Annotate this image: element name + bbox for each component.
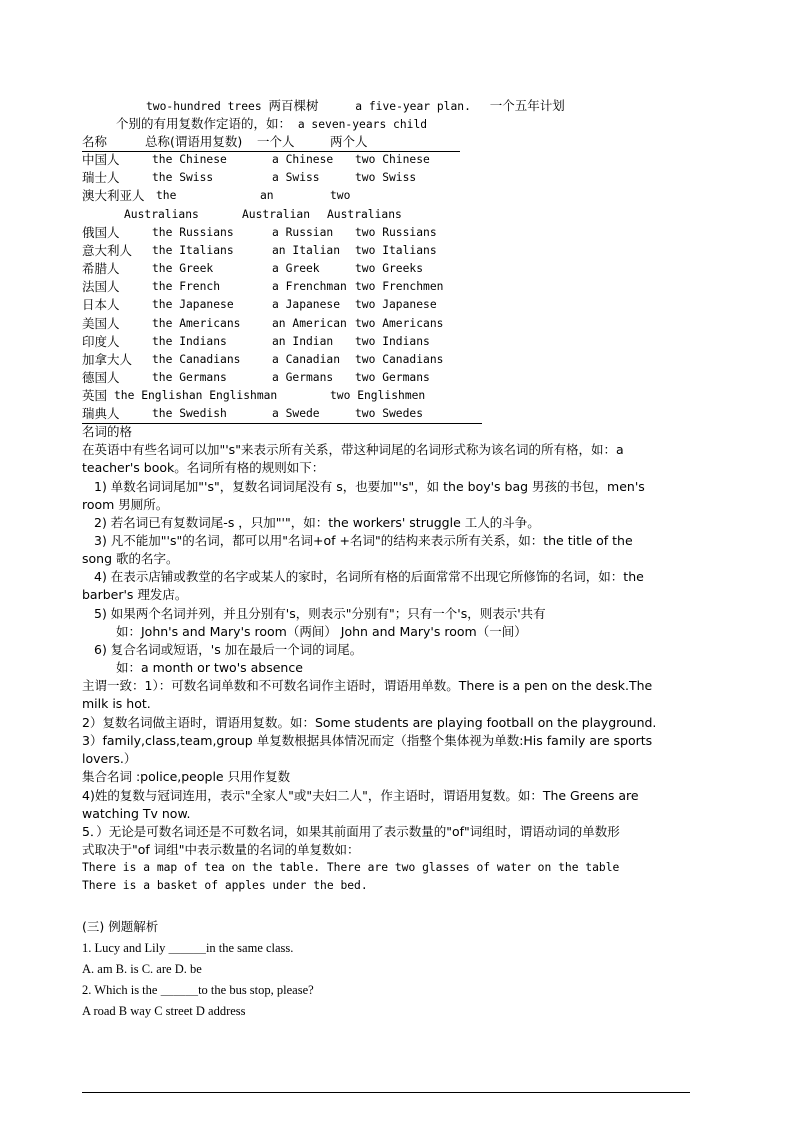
table-cell-name: 意大利人 (82, 243, 133, 258)
rule-1-line2: room 男厕所。 (82, 497, 169, 512)
rule-6-line1: 6) 复合名词或短语，'s 加在最后一个词的词尾。 (94, 642, 363, 657)
header-name: 名称 (82, 134, 108, 149)
table-cell-one: a Japanese (272, 298, 341, 311)
header-two: 两个人 (330, 134, 368, 149)
table-cell-collective: the Germans (152, 371, 227, 384)
table-cell-two: two Americans (355, 317, 444, 330)
table-cell-collective: the (156, 189, 177, 202)
table-cell-name: 瑞典人 (82, 406, 120, 421)
table-cell-one: a Canadian (272, 353, 341, 366)
footer-rule (82, 1092, 690, 1093)
table-cell-one: a Greek (272, 262, 320, 275)
table-cell-name: 美国人 (82, 316, 120, 331)
header-collective: 总称(谓语用复数) (145, 134, 243, 149)
table-cell-two: two Italians (355, 244, 437, 257)
possessive-heading: 名词的格 (82, 424, 133, 439)
intro-line-2-a: 个别的有用复数作定语的，如： (116, 116, 292, 131)
agreement-example-1: There is a map of tea on the table. There are two glasses of water on the table (82, 861, 620, 874)
table-cell-name: 俄国人 (82, 225, 120, 240)
possessive-p1-line2: teacher's book。名词所有格的规则如下： (82, 460, 325, 475)
agreement-2: 2）复数名词做主语时，谓语用复数。如：Some students are playing football on the playground. (82, 715, 657, 730)
table-cell-one: a Chinese (272, 153, 334, 166)
intro-line-2-b: a seven-years child (297, 118, 428, 131)
table-cell-two: two Germans (355, 371, 430, 384)
rule-1-line1: 1) 单数名词词尾加"'s"，复数名词词尾没有 s，也要加"'s"，如 the boy's bag 男孩的书包，men's (94, 479, 645, 494)
agreement-1-line2: milk is hot. (82, 696, 151, 711)
intro-line-1-d: 一个五年计划 (489, 98, 565, 113)
intro-line-1 (146, 97, 565, 115)
table-cell-two: Australians (327, 208, 402, 221)
table-cell-one: a Russian (272, 226, 334, 239)
table-cell-name: 日本人 (82, 297, 120, 312)
question-1: 1. Lucy and Lily ＿＿＿in the same class. (82, 941, 294, 955)
agreement-3-line1: 3）family,class,team,group 单复数根据具体情况而定（指整个集体视为单数:His family are sports (82, 733, 653, 748)
table-cell-one: Australian (242, 208, 311, 221)
table-cell-collective: the Greek (152, 262, 214, 275)
table-cell-two: two Chinese (355, 153, 430, 166)
table-cell-collective: the Englishan Englishman (114, 389, 278, 402)
rule-3-line1: 3) 凡不能加"'s"的名词，都可以用"名词+of +名词"的结构来表示所有关系，如：the title of the (94, 533, 633, 548)
table-cell-name: 加拿大人 (82, 352, 133, 367)
rule-4-line1: 4) 在表示店铺或教堂的名字或某人的家时，名词所有格的后面常常不出现它所修饰的名词，如：the (94, 569, 644, 584)
table-cell-name: 希腊人 (82, 261, 120, 276)
table-cell-name: 中国人 (82, 152, 120, 167)
rule-3-line2: song 歌的名字。 (82, 551, 179, 566)
rule-5-line2: 如：John's and Mary's room（两间） John and Mary's room（一间） (116, 624, 527, 639)
agreement-example-2: There is a basket of apples under the bed. (82, 879, 368, 892)
table-cell-one: an (260, 189, 274, 202)
table-cell-name: 印度人 (82, 334, 120, 349)
table-cell-two: two Japanese (355, 298, 437, 311)
table-cell-collective: the Chinese (152, 153, 227, 166)
table-cell-collective: the Swedish (152, 407, 227, 420)
table-cell-one: a Swede (272, 407, 320, 420)
table-cell-two: two Frenchmen (355, 280, 444, 293)
table-header-row (82, 133, 460, 152)
agreement-5-line2: watching Tv now. (82, 806, 191, 821)
examples-heading: (三) 例题解析 (82, 919, 159, 934)
intro-line-1-c: a five-year plan. (355, 100, 471, 113)
table-row (82, 405, 482, 424)
rule-5-line1: 5) 如果两个名词并列，并且分别有's，则表示"分别有"；只有一个's，则表示'共有 (94, 606, 546, 621)
table-cell-two: two (330, 189, 351, 202)
table-cell-name: 澳大利亚人 (82, 188, 145, 203)
table-cell-one: an Italian (272, 244, 341, 257)
table-cell-collective: the French (152, 280, 221, 293)
table-cell-two: two Indians (355, 335, 430, 348)
question-1-options: A. am B. is C. are D. be (82, 962, 202, 976)
table-cell-two: two Russians (355, 226, 437, 239)
table-cell-name: 英国 (82, 388, 108, 403)
table-cell-name: 法国人 (82, 279, 120, 294)
table-cell-one: a Germans (272, 371, 334, 384)
agreement-3-line2: lovers.） (82, 751, 137, 766)
table-cell-one: a Frenchman (272, 280, 347, 293)
possessive-p1-line1: 在英语中有些名词可以加"'s"来表示所有关系，带这种词尾的名词形式称为该名词的所有格，如：a (82, 442, 624, 457)
table-cell-collective: the Americans (152, 317, 241, 330)
table-cell-one: an American (272, 317, 347, 330)
intro-line-1-b: 两百棵树 (268, 98, 319, 113)
table-cell-two: two Canadians (355, 353, 444, 366)
table-cell-two: two Greeks (355, 262, 424, 275)
header-one: 一个人 (257, 134, 295, 149)
table-cell-collective: the Indians (152, 335, 227, 348)
rule-2: 2) 若名词已有复数词尾-s ，只加"'"，如：the workers' struggle 工人的斗争。 (94, 515, 540, 530)
rule-4-line2: barber's 理发店。 (82, 587, 188, 602)
rule-6-line2: 如：a month or two's absence (116, 660, 303, 675)
table-cell-collective: the Swiss (152, 171, 214, 184)
table-cell-two: two Englishmen (330, 389, 426, 402)
table-cell-collective: the Canadians (152, 353, 241, 366)
table-cell-two: two Swedes (355, 407, 424, 420)
agreement-5-line1: 4)姓的复数与冠词连用，表示"全家人"或"夫妇二人"，作主语时，谓语用复数。如：The Greens are (82, 788, 639, 803)
question-2: 2. Which is the ＿＿＿to the bus stop, please? (82, 983, 314, 997)
agreement-6-line1: 5．）无论是可数名词还是不可数名词，如果其前面用了表示数量的"of"词组时，谓语动词的单数形 (82, 824, 620, 839)
agreement-4: 集合名词 :police,people 只用作复数 (82, 769, 291, 784)
table-cell-one: a Swiss (272, 171, 320, 184)
question-2-options: A road B way C street D address (82, 1004, 246, 1018)
table-cell-two: two Swiss (355, 171, 417, 184)
table-cell-name: 德国人 (82, 370, 120, 385)
agreement-6-line2: 式取决于"of 词组"中表示数量的名词的单复数如： (82, 842, 360, 857)
table-cell-one: an Indian (272, 335, 334, 348)
table-cell-collective: the Russians (152, 226, 234, 239)
agreement-1-line1: 主谓一致：1）：可数名词单数和不可数名词作主语时，谓语用单数。There is a pen on the desk.The (82, 678, 653, 693)
intro-line-2 (116, 115, 427, 133)
table-cell-collective: the Japanese (152, 298, 234, 311)
intro-line-1-a: two-hundred trees (146, 100, 262, 113)
table-cell-name: 瑞士人 (82, 170, 120, 185)
table-cell-collective: Australians (124, 208, 199, 221)
table-cell-collective: the Italians (152, 244, 234, 257)
